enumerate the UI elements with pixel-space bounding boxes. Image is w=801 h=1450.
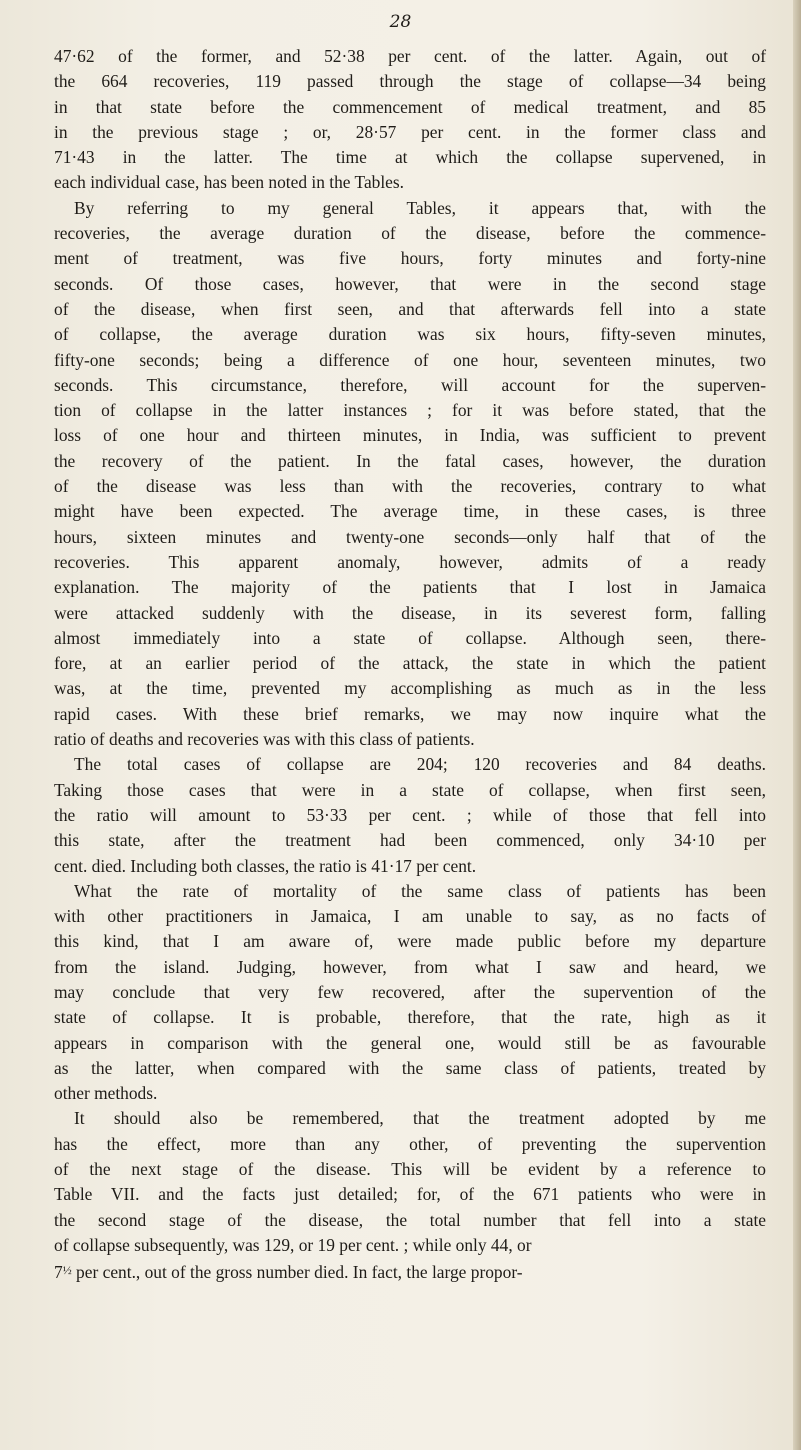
text-line: cent. died. Including both classes, the ratio is 41·17 per cent.	[54, 855, 477, 876]
text-line: may conclude that very few recovered, after the supervention of the	[54, 981, 766, 1002]
text-line	[54, 1258, 766, 1285]
text-line: By referring to my general Tables, it appears that, with the	[74, 197, 766, 218]
text-line: might have been expected. The average time, in these cases, is three	[54, 501, 766, 522]
text-line: other methods.	[54, 1083, 158, 1104]
text-line: as the latter, when compared with the same class of patients, treated by	[54, 1057, 766, 1078]
text-line: fifty-one seconds; being a difference of one hour, seventeen minutes, two	[54, 349, 766, 370]
text-line: Taking those cases that were in a state of collapse, when first seen,	[54, 779, 766, 800]
text-line: tion of collapse in the latter instances ; for it was before stated, that the	[54, 400, 766, 421]
text-line-rest: per cent., out of the gross number died. In fact, the large propor-	[71, 1262, 523, 1283]
text-line: almost immediately into a state of collapse. Although seen, there-	[54, 627, 766, 648]
body-text	[54, 44, 766, 1286]
text-line: loss of one hour and thirteen minutes, in India, was sufficient to prevent	[54, 425, 766, 446]
paragraph	[54, 196, 766, 753]
text-line: each individual case, has been noted in the Tables.	[54, 172, 405, 193]
text-line: hours, sixteen minutes and twenty-one seconds—only half that of the	[54, 526, 766, 547]
paragraph	[54, 879, 766, 1107]
page-edge	[793, 0, 801, 1450]
fraction: ½	[62, 1263, 72, 1278]
paragraph	[54, 1106, 766, 1258]
text-line: fore, at an earlier period of the attack, the state in which the patient	[54, 653, 766, 674]
text-line: The total cases of collapse are 204; 120 recoveries and 84 deaths.	[74, 754, 766, 775]
text-line: was, at the time, prevented my accomplishing as much as in the less	[54, 678, 766, 699]
text-line: ratio of deaths and recoveries was with this class of patients.	[54, 729, 475, 750]
text-line: has the effect, more than any other, of preventing the supervention	[54, 1133, 766, 1154]
text-line: of collapse, the average duration was six hours, fifty-seven minutes,	[54, 324, 766, 345]
text-line: the second stage of the disease, the total number that fell into a state	[54, 1209, 766, 1230]
page-number: 28	[389, 12, 412, 32]
text-line: rapid cases. With these brief remarks, we may now inquire what the	[54, 703, 766, 724]
text-line: the recovery of the patient. In the fatal cases, however, the duration	[54, 450, 766, 471]
text-line: It should also be remembered, that the treatment adopted by me	[74, 1108, 766, 1129]
text-line: from the island. Judging, however, from what I saw and heard, we	[54, 956, 766, 977]
text-line: were attacked suddenly with the disease, in its severest form, falling	[54, 602, 766, 623]
text-line: this kind, that I am aware of, were made public before my departure	[54, 931, 766, 952]
text-line: this state, after the treatment had been commenced, only 34·10 per	[54, 830, 766, 851]
text-line: recoveries. This apparent anomaly, however, admits of a ready	[54, 551, 766, 572]
text-line: recoveries, the average duration of the disease, before the commence-	[54, 223, 766, 244]
text-line: 47·62 of the former, and 52·38 per cent. of the latter. Again, out of	[54, 46, 766, 66]
text-line: What the rate of mortality of the same class of patients has been	[74, 880, 766, 901]
text-line: seconds. This circumstance, therefore, will account for the superven-	[54, 374, 766, 395]
text-line: Table VII. and the facts just detailed; for, of the 671 patients who were in	[54, 1184, 766, 1205]
text-line: of the disease, when first seen, and that afterwards fell into a state	[54, 298, 766, 319]
text-line: in the previous stage ; or, 28·57 per cent. in the former class and	[54, 121, 766, 142]
text-line: of the next stage of the disease. This will be evident by a reference to	[54, 1159, 766, 1180]
text-line: the ratio will amount to 53·33 per cent. ; while of those that fell into	[54, 804, 766, 825]
text-line: state of collapse. It is probable, therefore, that the rate, high as it	[54, 1007, 766, 1028]
number-prefix: 7	[54, 1262, 63, 1283]
text-line: in that state before the commencement of medical treatment, and 85	[54, 96, 766, 117]
text-line: appears in comparison with the general one, would still be as favourable	[54, 1032, 766, 1053]
paragraph	[54, 44, 766, 196]
text-line: with other practitioners in Jamaica, I am unable to say, as no facts of	[54, 906, 766, 927]
paragraph	[54, 1258, 766, 1285]
text-line: seconds. Of those cases, however, that were in the second stage	[54, 273, 766, 294]
text-line: 71·43 in the latter. The time at which the collapse supervened, in	[54, 147, 766, 168]
text-line: ment of treatment, was five hours, forty minutes and forty-nine	[54, 248, 766, 269]
text-line: of the disease was less than with the recoveries, contrary to what	[54, 476, 766, 497]
text-line: of collapse subsequently, was 129, or 19 per cent. ; while only 44, or	[54, 1234, 532, 1255]
text-line: explanation. The majority of the patients that I lost in Jamaica	[54, 577, 766, 598]
paragraph	[54, 752, 766, 878]
text-line: the 664 recoveries, 119 passed through the stage of collapse—34 being	[54, 71, 766, 92]
